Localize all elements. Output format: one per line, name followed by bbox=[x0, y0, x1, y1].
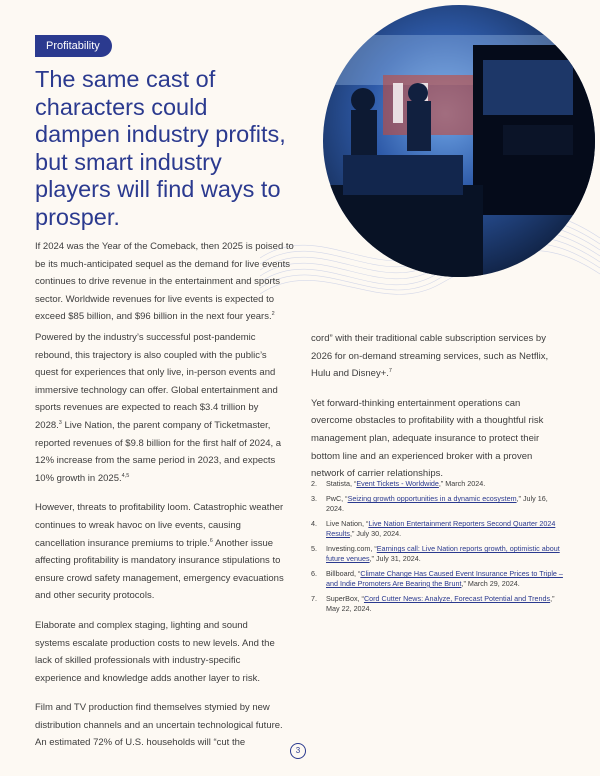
footnote-item: 4. Live Nation, “Live Nation Entertainment Reporters Second Quarter 2024 Results,” July 30, 2024. bbox=[311, 519, 556, 538]
body-paragraph: Film and TV production find themselves stymied by new distribution channels and an uncertain technological future. An estimated 72% of U.S. households will “cut the bbox=[35, 702, 283, 749]
body-paragraph: Elaborate and complex staging, lighting and sound systems escalate production costs to new levels. And the lack of skilled professionals with industry-specific experience and knowledge adds another layer to risk. bbox=[35, 619, 275, 684]
body-paragraph: Yet forward-thinking entertainment operations can overcome obstacles to profitability with a thoughtful risk management plan, adequate insurance to protect their bottom line and an experienced broker with a proven network of carrier relationships. bbox=[311, 397, 544, 480]
footnote-link[interactable]: Live Nation Entertainment Reporters Second Quarter 2024 Results bbox=[326, 519, 556, 538]
body-paragraph: cord” with their traditional cable subscription services by 2026 for on-demand streaming services, such as Netflix, Hulu and Disney+.$^7$ bbox=[311, 333, 549, 380]
footnote-link[interactable]: Climate Change Has Caused Event Insurance Prices to Triple – and Indie Promoters Are Bearing the Brunt bbox=[326, 569, 563, 588]
footnote-item: 2. Statista, “Event Tickets - Worldwide,” March 2024. bbox=[311, 479, 486, 488]
hero-photo-tv-studio bbox=[323, 5, 595, 277]
page-number: 3 bbox=[290, 743, 306, 759]
body-paragraph: However, threats to profitability loom. Catastrophic weather continues to wreak havoc on live events, causing cancellation insurance premiums to triple.$^6$ Another issue affecting profitability is mandatory insurance stipulations to ensure crowd safety management, emergency evacuations and other security protocols. bbox=[35, 502, 284, 602]
footnote-item: 5. Investing.com, “Earnings call: Live Nation reports growth, optimistic about future venues,” July 31, 2024. bbox=[311, 544, 560, 563]
footnote-link[interactable]: Seizing growth opportunities in a dynamic ecosystem bbox=[347, 494, 517, 504]
footnote-item: 3. PwC, “Seizing growth opportunities in a dynamic ecosystem,” July 16, 2024. bbox=[311, 494, 548, 513]
body-paragraph: Powered by the industry’s successful post-pandemic rebound, this trajectory is also coupled with the public’s quest for experiences that only live, in-person events and immersive technology can offer. Global entertainment and sports revenues are expected to reach $3.4 trillion by 2028.$^3$ Live Nation, the parent company of Ticketmaster, reported revenues of $9.8 billion for the first half of 2024, a 12% increase from the same period in 2023, and expects 10% growth in 2025.$^{4,5}$ bbox=[35, 332, 282, 484]
footnote-item: 6. Billboard, “Climate Change Has Caused Event Insurance Prices to Triple – and Indie Promoters Are Bearing the Brunt,” March 29, 2024. bbox=[311, 569, 563, 588]
page-headline: The same cast of characters could dampen industry profits, but smart industry players will find ways to prosper. bbox=[35, 66, 286, 230]
footnote-item: 7. SuperBox, “Cord Cutter News: Analyze, Forecast Potential and Trends,” May 22, 2024. bbox=[311, 594, 555, 613]
intro-paragraph: If 2024 was the Year of the Comeback, then 2025 is poised to be its much-anticipated sequel as the demand for live events continues to drive revenue in the entertainment and sports sector. Worldwide revenues for live events is expected to exceed $85 billion, and $96 billion in the next four years.$^2$ bbox=[35, 241, 294, 323]
footnote-link[interactable]: Earnings call: Live Nation reports growth, optimistic about future venues bbox=[326, 544, 560, 563]
footnotes-list bbox=[311, 479, 566, 619]
footnote-link[interactable]: Cord Cutter News: Analyze, Forecast Potential and Trends bbox=[363, 594, 551, 604]
right-column bbox=[311, 330, 563, 495]
section-tag: Profitability bbox=[35, 35, 112, 57]
footnote-link[interactable]: Event Tickets - Worldwide bbox=[356, 479, 439, 488]
left-column bbox=[35, 329, 285, 764]
